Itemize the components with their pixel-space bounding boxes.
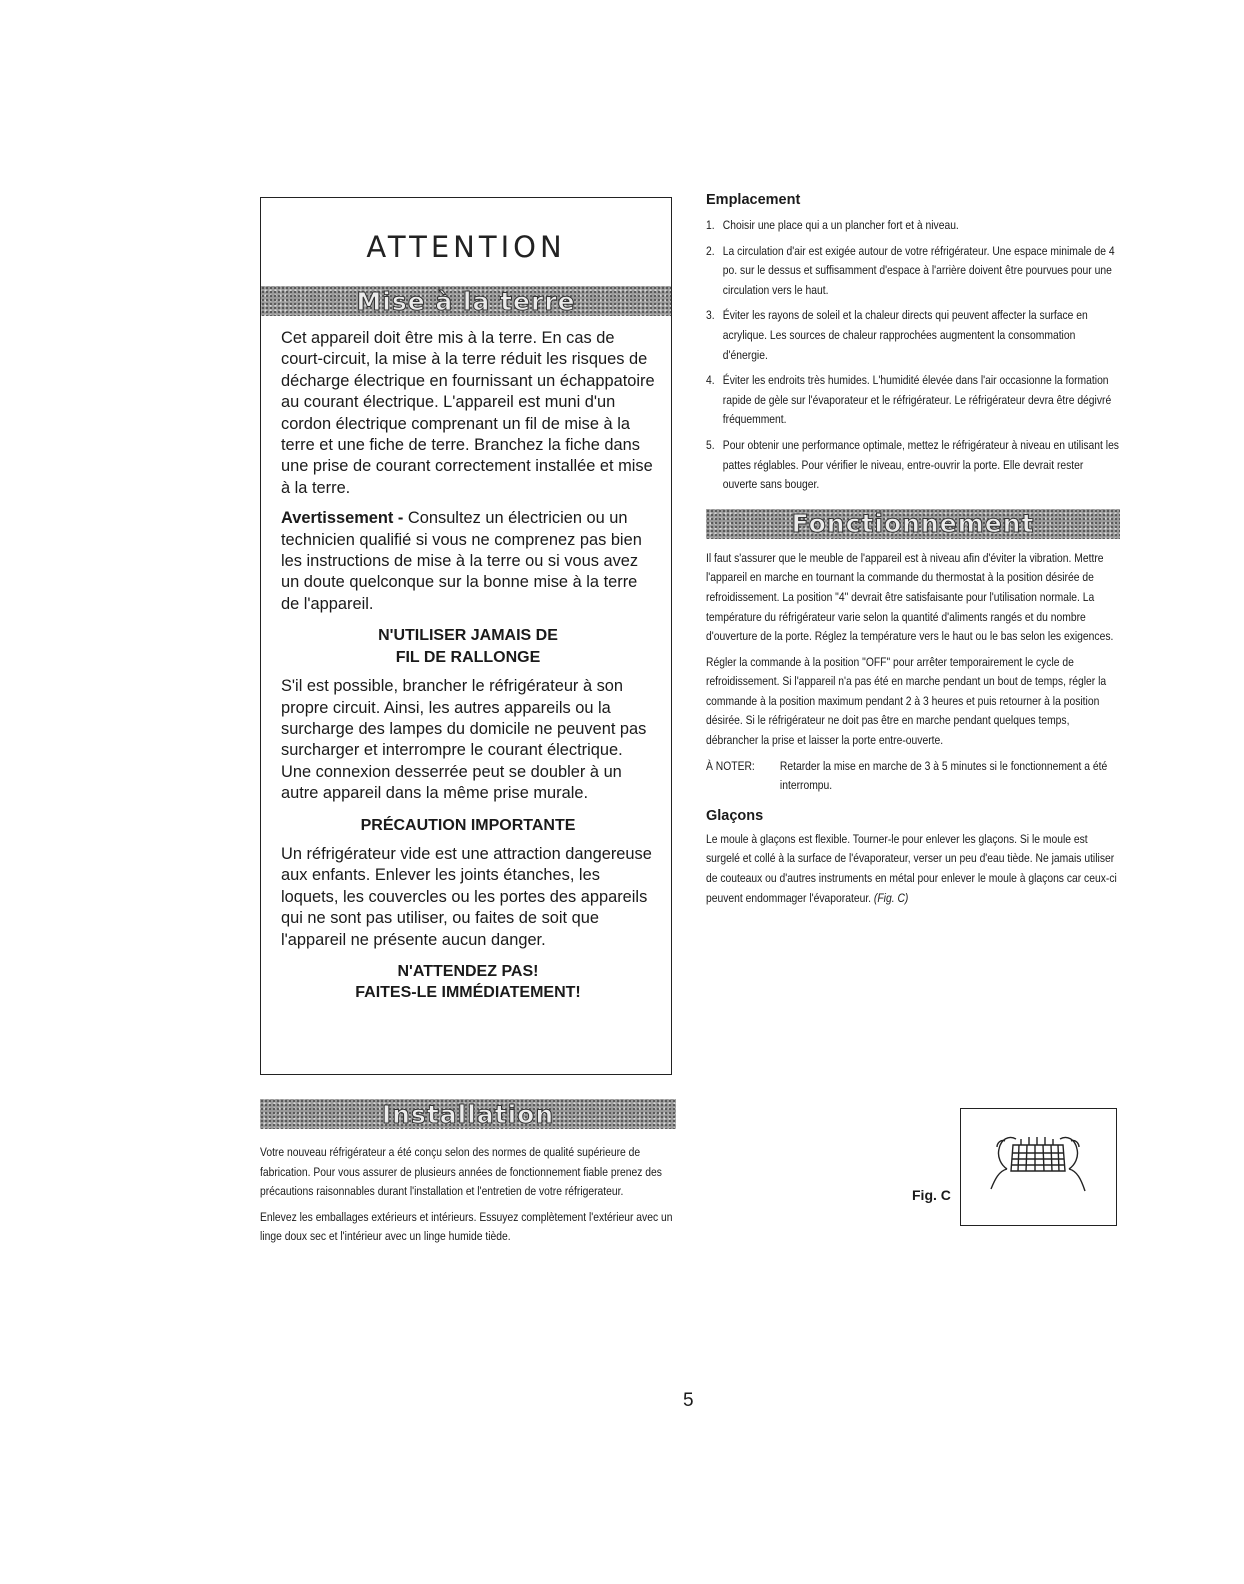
list-text: Pour obtenir une performance optimale, mettez le réfrigérateur à niveau en utilisant les pattes réglables. Pour vérifier le niveau, entre-ouvrir la porte. Elle devrait rester ouverte sans bouger. (722, 437, 1119, 492)
glacons-paragraph (706, 830, 1120, 908)
note-text: Retarder la mise en marche de 3 à 5 minutes si le fonctionnement a été interrompu. (779, 758, 1108, 793)
glacons-body: Le moule à glaçons est flexible. Tourner-le pour enlever les glaçons. Si le moule est surgelé et collé à la surface de l'évaporateur, verser un peu d'eau tiède. Ne jamais utiliser de couteaux ou d'autres instruments en métal pour enlever le moule à glaçons car ceux-ci peuvent endommager l'évaporateur. (706, 831, 1117, 905)
banner-label: Mise à la terre (356, 286, 576, 316)
list-text: La circulation d'air est exigée autour de votre réfrigérateur. Une espace minimale de 4 po. sur le dessus et suffisamment d'espace à l'arrière doivent être pourvues pour une circulation vers le haut. (722, 243, 1115, 297)
installation-paragraph: Enlevez les emballages extérieurs et intérieurs. Essuyez complètement l'extérieur avec un linge doux sec et l'intérieur avec un linge humide tiède. (260, 1209, 673, 1244)
installation-paragraph: Votre nouveau réfrigérateur a été conçu selon des normes de qualité supérieure de fabrication. Pour vous assurer de plusieurs années de fonctionnement fiable prenez des précautions raisonnables durant l'installation et l'entretien de votre réfrigerateur. (260, 1145, 662, 1199)
note-label: À NOTER: (706, 758, 755, 773)
list-number: 2. (706, 243, 715, 258)
heading-line: FIL DE RALLONGE (395, 648, 541, 666)
note (706, 757, 1120, 796)
list-item (706, 371, 1120, 430)
heading-precaution: PRÉCAUTION IMPORTANTE (360, 816, 576, 834)
list-number: 3. (706, 308, 715, 323)
fonctionnement-text (706, 549, 1120, 796)
precaution-paragraph: Un réfrigérateur vide est une attraction dangereuse aux enfants. Enlever les joints étanches, les loquets, les couvercles ou les portes des appareils qui ne sont pas utiliser, ou faites de soit que l'appareil ne présente aucun danger. (281, 844, 652, 949)
grounding-paragraph: Cet appareil doit être mis à la terre. En cas de court-circuit, la mise à la terre réduit les risques de décharge électrique en fournissant un échappatoire au courant électrique. L'appareil est muni d'un cordon électrique comprenant un fil de mise à la terre et une fiche de terre. Branchez la fiche dans une prise de courant correctement installée et mise à la terre. (281, 329, 655, 497)
figure-label: Fig. C (912, 1187, 951, 1203)
list-number: 5. (706, 437, 715, 452)
glacons-title: Glaçons (706, 807, 764, 824)
figure-c-box (960, 1108, 1117, 1226)
list-number: 1. (706, 218, 715, 232)
banner-label: Installation (381, 1099, 555, 1129)
list-item (706, 306, 1120, 365)
right-column (706, 192, 1120, 914)
list-text: Choisir une place qui a un plancher fort et à niveau. (722, 218, 959, 232)
attention-box (260, 197, 672, 1075)
heading-line: N'UTILISER JAMAIS DE (378, 627, 558, 645)
emplacement-list (706, 216, 1120, 495)
emplacement-list-wrap (706, 216, 1120, 495)
list-text: Éviter les endroits très humides. L'humidité élevée dans l'air occasionne la formation rapide de gèle sur l'évaporateur et le réfrigérateur. Le réfrigérateur devra être dégivré fréquemment. (722, 373, 1112, 427)
glacons-text (706, 830, 1120, 908)
warning-paragraph (281, 508, 655, 615)
banner-label: Fonctionnement (791, 509, 1035, 539)
list-item (706, 436, 1120, 495)
emplacement-title: Emplacement (706, 192, 801, 208)
banner-mise-a-la-terre (261, 286, 671, 316)
fonctionnement-paragraph: Il faut s'assurer que le meuble de l'appareil est à niveau afin d'éviter la vibration. Mettre l'appareil en marche en tournant la commande du thermostat à la position désirée de refroidissement. La position "4" devrait être satisfaisante pour l'utilisation normale. La température du réfrigérateur varie selon la quantité d'aliments rangés et du nombre d'ouverture de la porte. Réglez la température vers le haut ou le bas selon les exigences. (706, 550, 1114, 644)
grip-lines (1021, 1137, 1053, 1145)
page-number: 5 (683, 1390, 694, 1411)
figure-reference: (Fig. C) (873, 890, 909, 905)
circuit-paragraph: S'il est possible, brancher le réfrigérateur à son propre circuit. Ainsi, les autres appareils ou la surcharge des lampes du domicile ne peuvent pas surcharger et interrompre le courant électrique. Une connexion desserrée peut se doubler à un autre appareil dans la même prise murale. (281, 677, 647, 803)
ice-tray-illustration (961, 1109, 1115, 1224)
ice-tray-grid (1011, 1145, 1065, 1171)
list-text: Éviter les rayons de soleil et la chaleur directs qui peuvent affecter la surface en acrylique. Les sources de chaleur rapprochées augmentent la consommation d'énergie. (722, 308, 1088, 362)
banner-fonctionnement (706, 509, 1120, 539)
attention-title: ATTENTION (366, 230, 566, 264)
installation-text (260, 1143, 676, 1247)
banner-installation (260, 1099, 676, 1129)
heading-line: N'ATTENDEZ PAS! (397, 962, 539, 980)
warning-label: Avertissement - (281, 509, 404, 528)
list-item (706, 242, 1120, 301)
heading-no-extension (281, 625, 655, 668)
list-item (706, 216, 1120, 236)
heading-line: FAITES-LE IMMÉDIATEMENT! (355, 984, 581, 1002)
fonctionnement-paragraph: Régler la commande à la position "OFF" pour arrêter temporairement le cycle de refroidissement. Si l'appareil n'a pas été en marche pendant un bout de temps, régler la commande à la position maximum pendant 2 à 3 heures et puis retourner à la position désirée. Si le réfrigérateur ne doit pas être en marche pendant quelques temps, débrancher la prise et laisser la porte entre-ouverte. (706, 654, 1107, 748)
warning-text: Consultez un électricien ou un technicien qualifié si vous ne comprenez pas bien les instructions de mise à la terre ou si vous avez un doute quelconque sur la bonne mise à la terre de l'appareil. (281, 509, 642, 613)
installation-section (260, 1099, 676, 1253)
right-hand-icon (1060, 1137, 1085, 1191)
attention-body (281, 328, 655, 1012)
heading-do-it-now (281, 961, 655, 1004)
list-number: 4. (706, 373, 715, 388)
